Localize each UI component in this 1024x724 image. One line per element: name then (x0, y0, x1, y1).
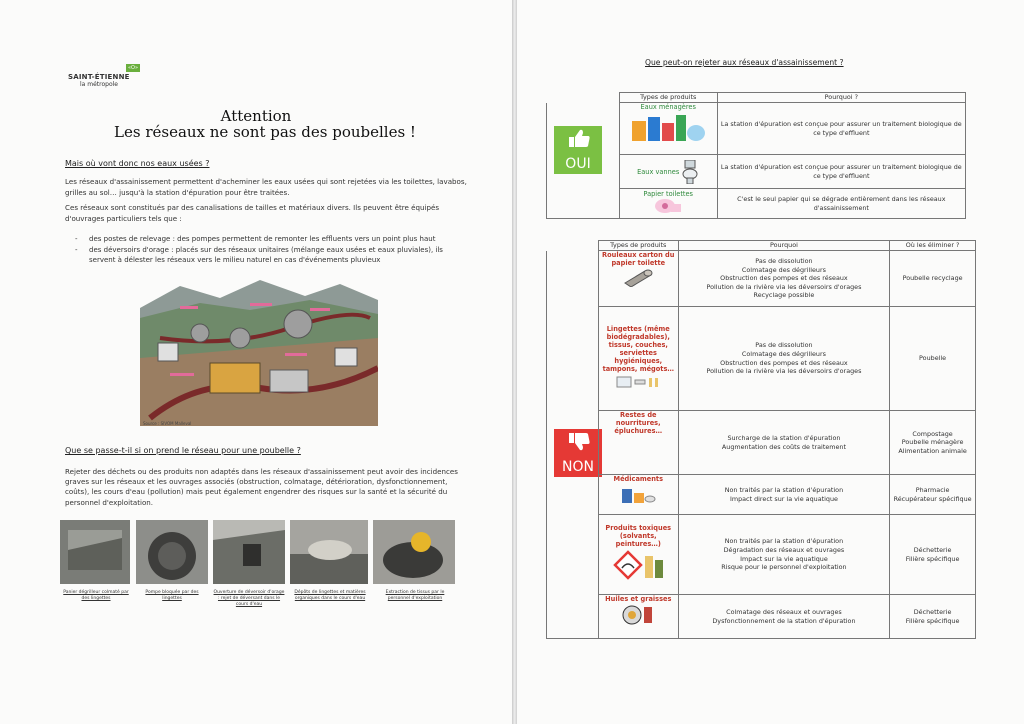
oui-table (546, 92, 966, 219)
non-where-medicaments-1: Pharmacie (915, 485, 950, 494)
oil-grease-icon (620, 603, 656, 625)
photo-panier-degrilleur (60, 520, 130, 584)
non-row-medicaments (547, 475, 976, 515)
caption-extraction-tissus: Extraction de tissus par le personnel d'exploitation (385, 590, 445, 601)
photo-deversoir (213, 520, 285, 584)
non-why-rouleaux-4: Pollution de la rivière via les déversoirs d'orages (706, 282, 862, 291)
non-why-rouleaux-5: Recyclage possible (753, 291, 815, 300)
non-why-huiles-2: Dysfonctionnement de la station d'épuration (712, 616, 856, 625)
oui-type-eaux-vannes: Eaux vannes (637, 167, 680, 176)
non-where-nourriture-1: Compostage (912, 429, 953, 438)
non-header-why: Pourquoi (678, 241, 889, 251)
non-why-nourriture-2: Augmentation des coûts de traitement (721, 442, 846, 451)
non-where-lingettes-1: Poubelle (919, 354, 947, 363)
medicine-icon (618, 483, 658, 505)
non-row-toxiques (547, 515, 976, 595)
oui-why-eaux-menageres: La station d'épuration est conçue pour assurer un traitement biologique de ce type d'effluent (717, 103, 965, 155)
non-row-lingettes (547, 307, 976, 411)
right-page (517, 0, 1024, 724)
non-why-toxiques-4: Risque pour le personnel d'exploitation (721, 563, 847, 572)
non-why-lingettes-3: Obstruction des pompes et des réseaux (720, 358, 848, 367)
non-where-nourriture-3: Alimentation animale (898, 446, 967, 455)
non-type-medicaments: Médicaments (613, 475, 664, 483)
oui-type-papier: Papier toilettes (643, 190, 693, 199)
non-where-medicaments-2: Récupérateur spécifique (893, 494, 972, 503)
oui-row-eaux-vannes (547, 155, 966, 189)
non-row-nourriture (547, 411, 976, 475)
non-where-huiles-1: Déchetterie (913, 607, 952, 616)
title-attention: Attention (220, 107, 292, 125)
bullet-deversoirs-orage: - des déversoirs d'orage : placés sur des réseaux unitaires (mélange eaux usées et eaux pluviales), ils servent à délester les réseaux vers le milieu naturel en cas d'événements pluvieux (75, 245, 470, 265)
non-header-where: Où les éliminer ? (890, 241, 976, 251)
toilet-paper-icon (653, 198, 683, 214)
non-where-huiles-2: Filière spécifique (905, 616, 960, 625)
non-why-huiles-1: Colmatage des réseaux et ouvrages (726, 607, 842, 616)
non-why-toxiques-3: Impact sur la vie aquatique (740, 554, 828, 563)
caption-pompe-bloquee: Pompe bloquée par des lingettes (145, 590, 199, 601)
non-type-huiles: Huiles et graisses (605, 595, 672, 603)
non-why-medicaments-2: Impact direct sur la vie aquatique (729, 494, 838, 503)
paragraph-incidences: Rejeter des déchets ou des produits non adaptés dans les réseaux d'assainissement peut avoir des incidences graves sur les réseaux et les ouvrages associés (obstruction, colmatage, détérioration, dysfonctionnement, coûts), les cours d'eau (pollution) mais peut également engendrer des risques sur la santé et la sécurité du personnel d'exploitation. (65, 467, 458, 507)
right-page-title: Que peut-on rejeter aux réseaux d'assainissement ? (645, 58, 844, 67)
non-type-lingettes: Lingettes (même biodégradables), tissus, couches, serviettes hygiéniques, tampons, mégots… (602, 325, 674, 374)
caption-deversoir: Ouverture de déversoir d'orage : rejet de déversant dans le cours d'eau (213, 590, 285, 607)
non-why-rouleaux-1: Pas de dissolution (755, 257, 813, 266)
illustration-source: Source : SIVOM Malleval (143, 421, 192, 426)
non-why-lingettes-4: Pollution de la rivière via les déversoirs d'orages (706, 367, 862, 376)
oui-header-type: Types de produits (619, 93, 717, 103)
non-why-toxiques-1: Non traités par la station d'épuration (724, 537, 844, 546)
photo-extraction-tissus (373, 520, 455, 584)
non-where-rouleaux-1: Poubelle recyclage (902, 274, 963, 283)
non-header-type: Types de produits (598, 241, 678, 251)
non-table (546, 240, 976, 639)
non-where-toxiques-2: Filière spécifique (905, 554, 960, 563)
non-why-nourriture-1: Surcharge de la station d'épuration (727, 433, 841, 442)
household-products-icon (628, 111, 708, 147)
logo-name: SAINT-ÉTIENNE (68, 73, 130, 81)
non-where-toxiques-1: Déchetterie (913, 545, 952, 554)
sewer-network-illustration (140, 278, 378, 426)
paragraph-canalisations: Ces réseaux sont constitués par des canalisations de tailles et matériaux divers. Ils peuvent être équipés d'ouvrages particuliers tels que : (65, 203, 440, 223)
toxic-hazard-icon (611, 548, 665, 582)
photo-depots-lingettes (290, 520, 368, 584)
cardboard-roll-icon (621, 267, 655, 287)
non-why-lingettes-2: Colmatage des dégrilleurs (741, 349, 826, 358)
oui-why-papier: C'est le seul papier qui se dégrade entièrement dans les réseaux d'assainissement (717, 189, 965, 219)
non-why-lingettes-1: Pas de dissolution (755, 341, 813, 350)
non-row-rouleaux (547, 251, 976, 307)
non-row-huiles (547, 595, 976, 639)
photo-pompe-bloquee (136, 520, 208, 584)
oui-type-eaux-menageres: Eaux ménagères (640, 103, 696, 111)
toilet-icon (681, 160, 699, 184)
non-type-rouleaux: Rouleaux carton du papier toilette (602, 251, 675, 267)
non-why-rouleaux-2: Colmatage des dégrilleurs (741, 265, 826, 274)
caption-depots-lingettes: Dépôts de lingettes et matières organiques dans le cours d'eau (294, 590, 366, 601)
oui-why-eaux-vannes: La station d'épuration est conçue pour assurer un traitement biologique de ce type d'effluent (717, 155, 965, 189)
ouvrages-list (75, 234, 470, 266)
non-type-nourriture: Restes de nourritures, épluchures… (614, 411, 663, 435)
title-main: Les réseaux ne sont pas des poubelles ! (114, 123, 416, 141)
oui-row-eaux-menageres (547, 103, 966, 155)
non-why-toxiques-2: Dégradation des réseaux et ouvrages (723, 545, 845, 554)
hygiene-products-icon (615, 373, 661, 389)
oui-row-papier (547, 189, 966, 219)
non-where-nourriture-2: Poubelle ménagère (901, 438, 964, 447)
logo-badge: «O» (127, 65, 139, 71)
non-label: NON (562, 459, 594, 475)
non-why-medicaments-1: Non traités par la station d'épuration (724, 485, 844, 494)
heading-reseau-poubelle: Que se passe-t-il si on prend le réseau pour une poubelle ? (65, 446, 301, 455)
oui-label: OUI (565, 156, 591, 172)
heading-eaux-usees: Mais où vont donc nos eaux usées ? (65, 159, 210, 168)
caption-panier-degrilleur: Panier dégrilleur colmaté par des lingettes (63, 590, 129, 601)
logo-subtitle: la métropole (80, 81, 118, 88)
bullet-postes-relevage: - des postes de relevage : des pompes permettent de remonter les effluents vers un point plus haut (75, 234, 470, 244)
non-type-toxiques: Produits toxiques (solvants, peintures…) (605, 524, 672, 549)
oui-header-why: Pourquoi ? (717, 93, 965, 103)
paragraph-reseaux: Les réseaux d'assainissement permettent d'acheminer les eaux usées qui sont rejetées via les toilettes, lavabos, grilles au sol… jusqu'à la station d'épuration pour être traitées. (65, 177, 467, 197)
non-why-rouleaux-3: Obstruction des pompes et des réseaux (720, 274, 848, 283)
